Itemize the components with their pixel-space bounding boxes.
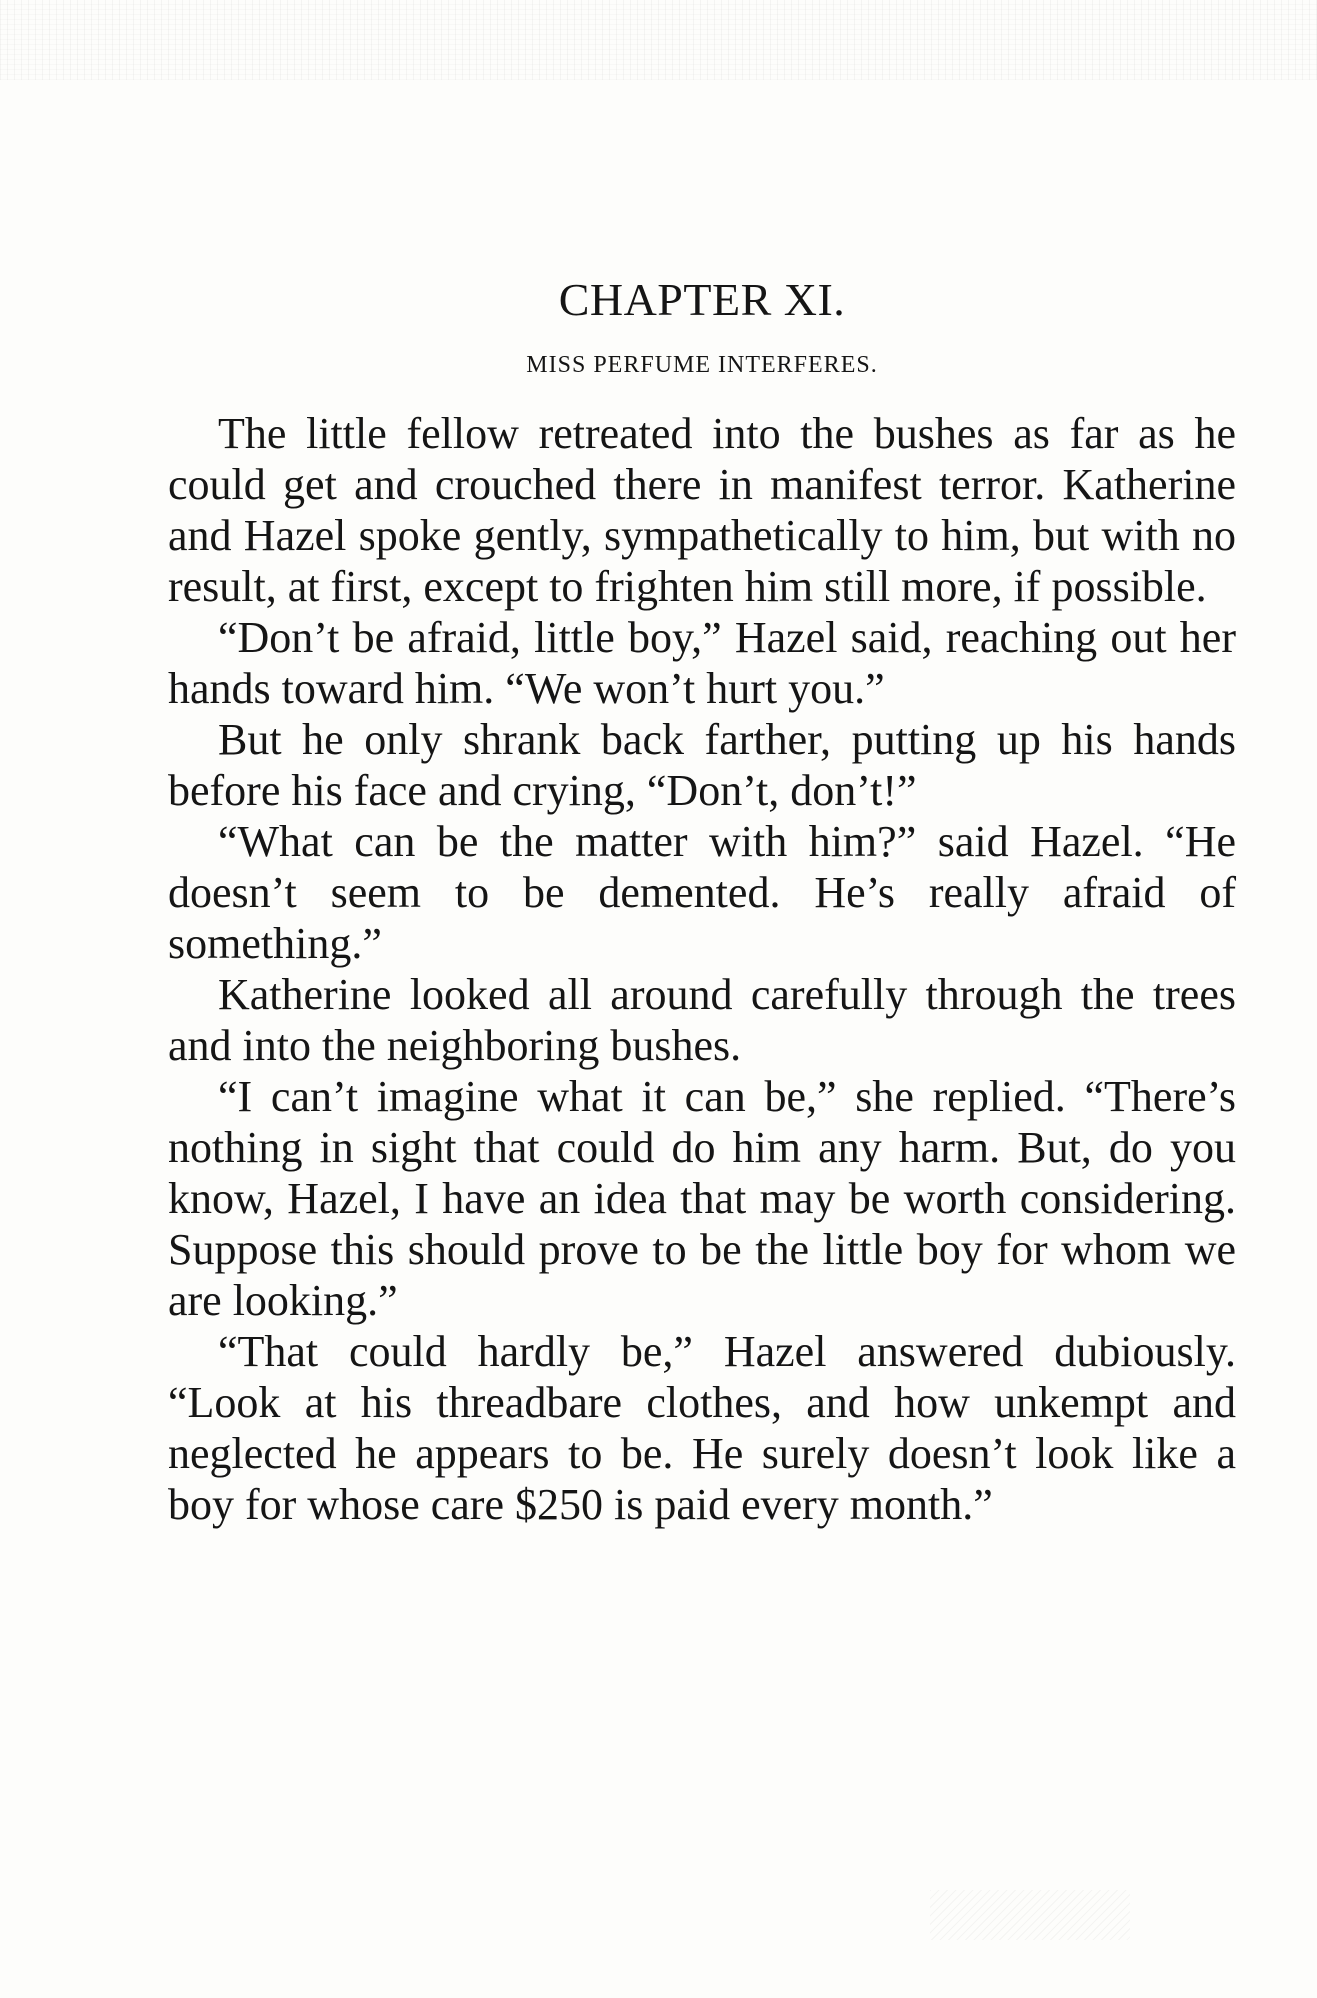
paragraph: “That could hardly be,” Hazel answered dubiously. “Look at his threadbare clothes, and how unkempt and neglected he appears to be. He surely doesn’t look like a boy for whose care $250 is paid every month.” [168, 1327, 1236, 1529]
chapter-subtitle: MISS PERFUME INTERFERES. [526, 352, 878, 378]
chapter-title: CHAPTER XI. [558, 274, 846, 325]
paragraph: But he only shrank back farther, putting up his hands before his face and crying, “Don’t, don’t!” [168, 715, 1236, 815]
paragraph: “Don’t be afraid, little boy,” Hazel said, reaching out her hands toward him. “We won’t hurt you.” [168, 613, 1236, 713]
paragraph: “I can’t imagine what it can be,” she replied. “There’s nothing in sight that could do him any harm. But, do you know, Hazel, I have an idea that may be worth considering. Suppose this should prove to be the little boy for whom we are looking.” [168, 1072, 1236, 1325]
paragraph: Katherine looked all around carefully through the trees and into the neighboring bushes. [168, 970, 1236, 1070]
page-text [168, 270, 1236, 1530]
scan-noise-top [0, 0, 1317, 80]
scan-noise-bottom [930, 1890, 1130, 1940]
paragraph: The little fellow retreated into the bushes as far as he could get and crouched there in manifest terror. Katherine and Hazel spoke gently, sympathetically to him, but with no result, at first, except to frighten him still more, if possible. [168, 409, 1236, 611]
paragraph: “What can be the matter with him?” said Hazel. “He doesn’t seem to be demented. He’s really afraid of something.” [168, 817, 1236, 968]
